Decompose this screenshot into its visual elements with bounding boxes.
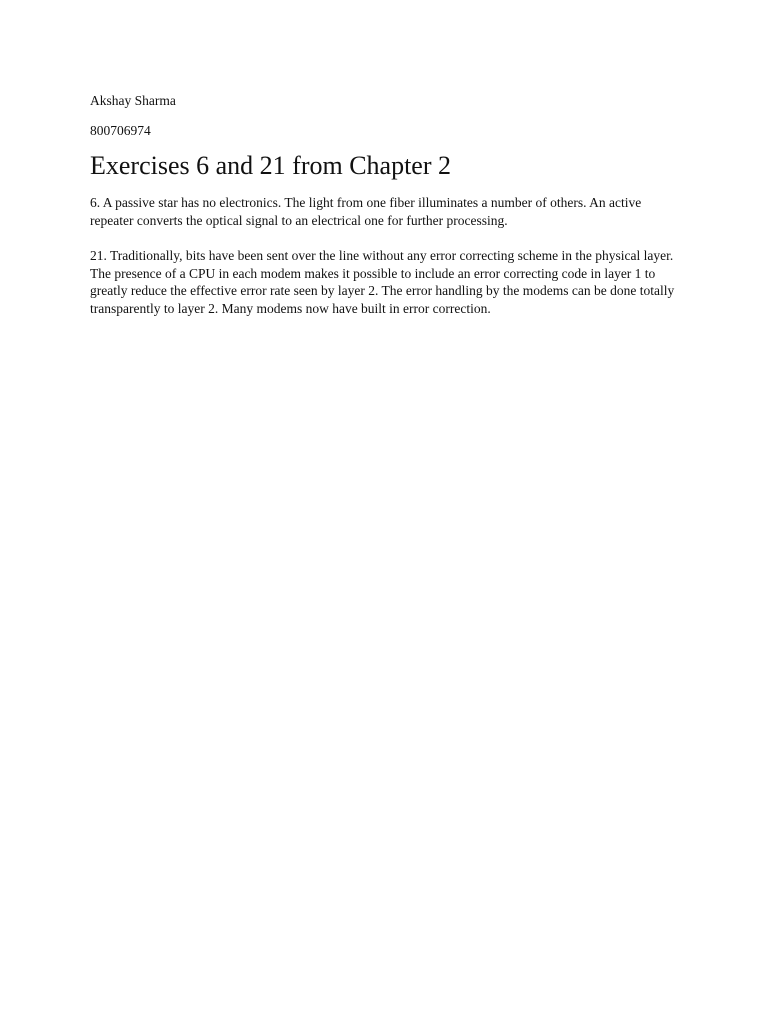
author-name: Akshay Sharma (90, 93, 176, 108)
answer-exercise-21: 21. Traditionally, bits have been sent over the line without any error correcting scheme in the physical layer. The presence of a CPU in each modem makes it possible to include an error correcting code in layer 1 to greatly reduce the effective error rate seen by layer 2. The error handling by the modems can be done totally transparently to layer 2. Many modems now have built in error correction. (90, 248, 675, 316)
student-id: 800706974 (90, 123, 151, 138)
answer-exercise-6: 6. A passive star has no electronics. The light from one fiber illuminates a number of others. An active repeater converts the optical signal to an electrical one for further processing. (90, 195, 642, 228)
document-content (90, 92, 680, 317)
document-title: Exercises 6 and 21 from Chapter 2 (90, 151, 452, 180)
